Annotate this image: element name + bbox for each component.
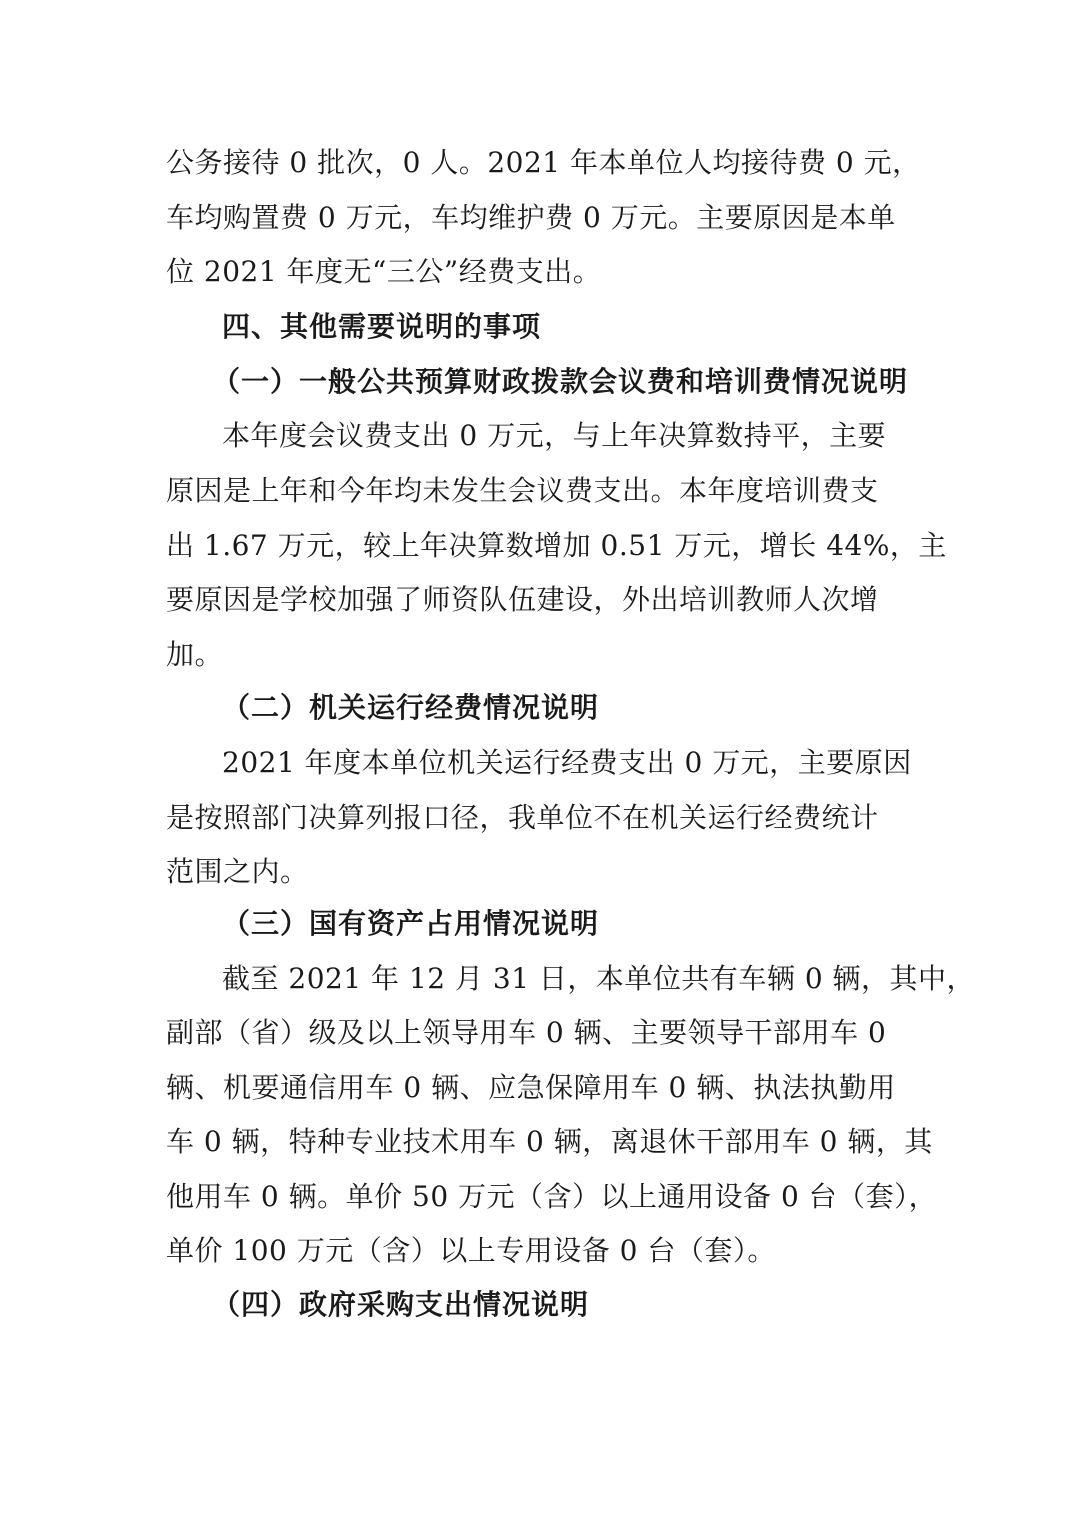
subsection-heading: （二）机关运行经费情况说明 (222, 691, 600, 724)
subsection-heading: （四）政府采购支出情况说明 (212, 1288, 590, 1321)
paragraph-line: 要原因是学校加强了师资队伍建设，外出培训教师人次增 (166, 583, 879, 616)
paragraph-line: 截至 2021 年 12 月 31 日，本单位共有车辆 0 辆，其中， (222, 962, 976, 995)
section-heading: 四、其他需要说明的事项 (222, 310, 542, 343)
paragraph-line: 是按照部门决算列报口径，我单位不在机关运行经费统计 (166, 801, 879, 834)
paragraph-line: 单价 100 万元（含）以上专用设备 0 台（套）。 (166, 1234, 776, 1267)
paragraph-line: 副部（省）级及以上领导用车 0 辆、主要领导干部用车 0 (166, 1016, 887, 1049)
paragraph-line: 本年度会议费支出 0 万元，与上年决算数持平，主要 (222, 419, 887, 452)
paragraph-line: 出 1.67 万元，较上年决算数增加 0.51 万元，增长 44%，主 (166, 529, 947, 562)
paragraph-line: 辆、机要通信用车 0 辆、应急保障用车 0 辆、执法执勤用 (166, 1071, 896, 1104)
paragraph-line: 位 2021 年度无“三公”经费支出。 (166, 255, 602, 288)
paragraph-line: 车 0 辆，特种专业技术用车 0 辆，离退休干部用车 0 辆，其 (166, 1125, 933, 1158)
paragraph-line: 2021 年度本单位机关运行经费支出 0 万元，主要原因 (222, 746, 912, 779)
subsection-heading: （一）一般公共预算财政拨款会议费和培训费情况说明 (212, 365, 909, 398)
paragraph-line: 范围之内。 (166, 855, 309, 888)
paragraph-line: 公务接待 0 批次，0 人。2021 年本单位人均接待费 0 元， (166, 146, 921, 179)
paragraph-line: 他用车 0 辆。单价 50 万元（含）以上通用设备 0 台（套）， (166, 1180, 938, 1213)
paragraph-line: 车均购置费 0 万元，车均维护费 0 万元。主要原因是本单 (166, 201, 896, 234)
paragraph-line: 加。 (166, 638, 224, 671)
paragraph-line: 原因是上年和今年均未发生会议费支出。本年度培训费支 (166, 474, 879, 507)
subsection-heading: （三）国有资产占用情况说明 (222, 907, 600, 940)
